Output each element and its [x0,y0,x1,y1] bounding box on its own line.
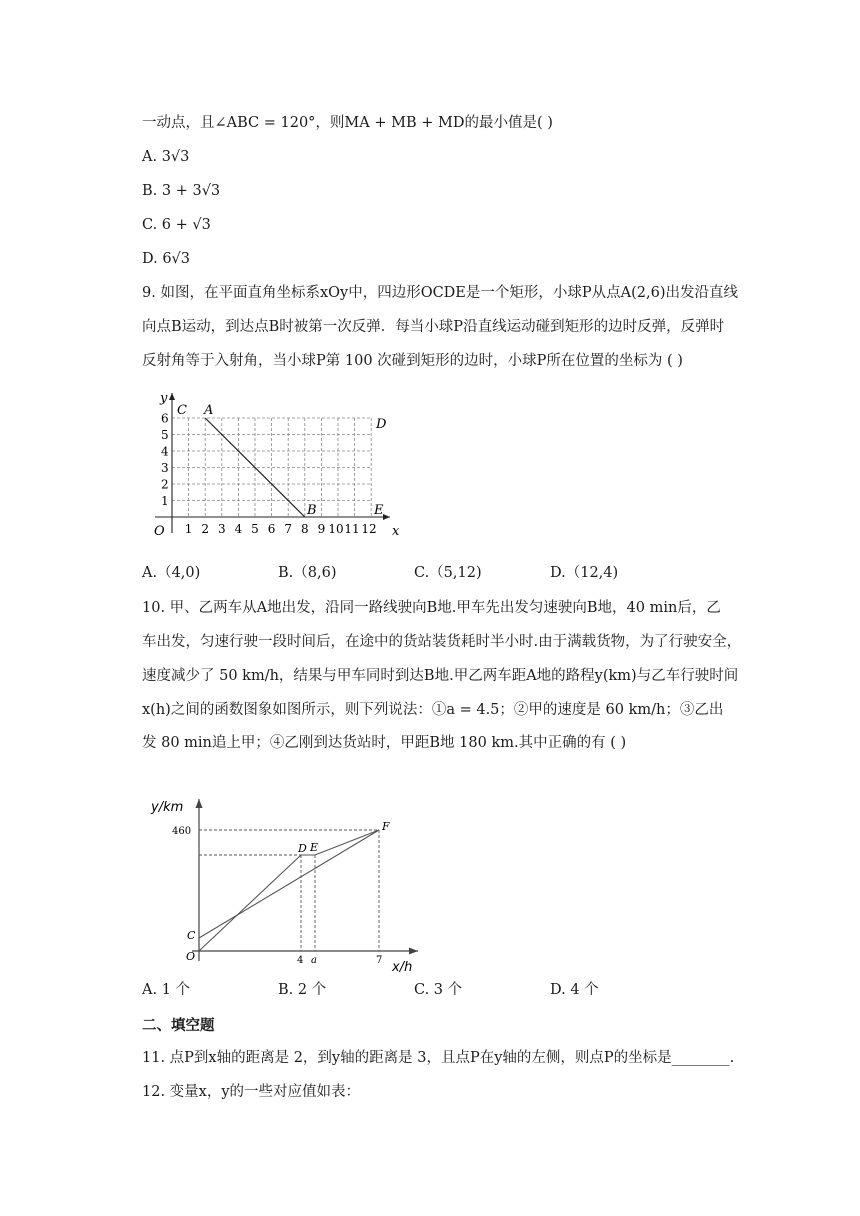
q9-y-tick: 2 [161,477,169,492]
q12-text: 12. 变量x，y的一些对应值如表： [142,1084,361,1100]
q8-option-c: C. 6 + √3 [142,217,211,233]
q9-x-tick: 10 [328,522,344,536]
q9-point-b: B [307,503,317,518]
q10-point-f: F [382,820,390,833]
q9-line-3: 反射角等于入射角，当小球P第 100 次碰到矩形的边时，小球P所在位置的坐标为 ( ) [142,353,683,369]
q9-option-b: B.（8,6) [278,565,337,581]
q10-line-jia [199,830,379,938]
q10-line-2: 车出发，匀速行驶一段时间后，在途中的货站装货耗时半小时.由于满载货物，为了行驶安全， [142,634,742,650]
q9-line-1: 9. 如图，在平面直角坐标系xOy中，四边形OCDE是一个矩形，小球P从点A(2,6)出发沿直线 [142,285,738,301]
q9-option-c: C.（5,12) [414,565,482,581]
q10-line-4: x(h)之间的函数图象如图所示，则下列说法：①a = 4.5；②甲的速度是 60 km/h；③乙出 [142,702,724,718]
q9-x-tick: 11 [344,522,360,536]
q9-x-tick: 7 [284,522,293,536]
q10-x-axis-label: x/h [392,960,413,975]
q9-y-tick: 4 [161,444,169,459]
q10-option-b: B. 2 个 [278,982,327,998]
q9-x-tick: 12 [361,522,377,536]
q10-figure [142,793,432,975]
q10-line-3: 速度减少了 50 km/h，结果与甲车同时到达B地.甲乙两车距A地的路程y(km)与乙车行驶时间 [142,668,739,684]
q10-x-tick-7: 7 [376,955,383,966]
q8-option-d: D. 6√3 [142,251,191,267]
q9-point-a: A [204,403,214,418]
q9-y-label: y [160,391,168,406]
q8-option-a: A. 3√3 [142,149,190,165]
q9-x-tick: 4 [234,522,243,536]
q9-grid [172,418,372,517]
q10-point-o: O [186,950,196,963]
q10-y-axis-label: y/km [151,800,184,815]
q10-line-yi [199,830,379,951]
q10-y-tick-460: 460 [172,826,192,837]
q10-line-5: 发 80 min追上甲；④乙刚到达货站时，甲距B地 180 km.其中正确的有 ( ) [142,735,627,751]
q9-origin-label: O [154,524,165,538]
q10-option-d: D. 4 个 [550,982,599,998]
q10-x-tick-4: 4 [297,955,304,966]
q9-point-c: C [177,403,187,418]
q10-line-1: 10. 甲、乙两车从A地出发，沿同一路线驶向B地.甲车先出发匀速驶向B地，40 min后，乙 [142,600,721,616]
q9-x-tick: 3 [217,522,226,536]
q9-x-tick: 6 [267,522,276,536]
q9-y-tick: 6 [161,411,169,426]
q9-option-d: D.（12,4) [550,565,619,581]
q10-options [142,980,742,1000]
q9-x-tick: 1 [184,522,193,536]
q9-option-a: A.（4,0) [142,565,201,581]
q9-y-tick: 3 [161,461,169,475]
q9-x-label: x [392,524,400,538]
q9-line-2: 向点B运动，到达点B时被第一次反弹．每当小球P沿直线运动碰到矩形的边时反弹，反弹时 [142,319,725,335]
section-heading-fill-in: 二、填空题 [142,1018,215,1034]
q9-y-tick: 1 [161,494,169,508]
q8-stem: 一动点，且∠ABC = 120°，则MA + MB + MD的最小值是( ) [142,115,553,131]
q9-options [142,563,742,583]
q10-guides [199,830,379,951]
q9-x-tick: 2 [201,522,210,536]
q9-x-tick: 9 [317,522,326,536]
q10-point-e: E [310,841,319,854]
q9-point-e: E [374,503,384,518]
q9-y-tick: 5 [161,428,169,442]
q9-figure [150,388,410,538]
q9-x-tick: 8 [300,522,309,536]
q9-point-d: D [376,417,387,432]
q8-option-b: B. 3 + 3√3 [142,183,221,199]
q10-point-d: D [298,842,307,855]
q11-text: 11. 点P到x轴的距离是 2，到y轴的距离是 3，且点P在y轴的左侧，则点P的坐标是________. [142,1050,735,1066]
q10-x-tick-a: a [311,955,317,966]
q10-option-c: C. 3 个 [414,982,463,998]
q10-option-a: A. 1 个 [142,982,191,998]
q9-x-tick: 5 [251,522,259,536]
q10-point-c: C [187,929,196,942]
